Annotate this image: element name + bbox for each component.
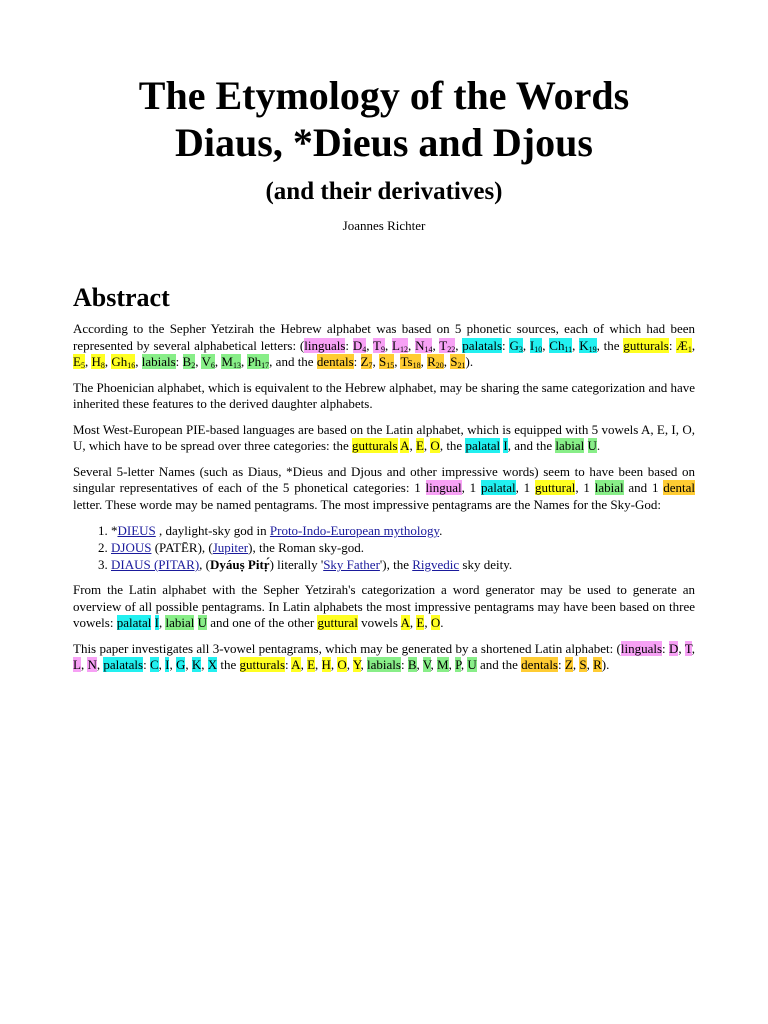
text: (PATĒR), (: [151, 540, 213, 555]
letter: S: [378, 354, 387, 369]
text: letter. These worde may be named pentagrams. The most impressive pentagrams are the Names for the Sky-God:: [73, 496, 661, 512]
text: and 1: [623, 480, 664, 495]
letter-number: 12: [400, 344, 408, 354]
hl-letter: [509, 338, 522, 353]
hl-letter: O: [430, 438, 440, 453]
text: :: [345, 337, 353, 353]
hl-letter: A: [400, 438, 410, 453]
hl-labial: labial: [165, 615, 195, 630]
hl-letter: I: [154, 615, 159, 630]
letter: Ts: [400, 354, 413, 369]
letter: R: [427, 354, 436, 369]
hl-letter: [379, 354, 394, 369]
hl-letter: N: [87, 657, 97, 672]
hl-letter: O: [430, 615, 441, 630]
hl-letter: O: [337, 657, 347, 672]
letter-number: 21: [457, 361, 466, 370]
paragraph-investigation: This paper investigates all 3-vowel pentagrams, which may be generated by a shortened Latin alphabet: (linguals: D, T, L, N, palatals: C, I, G, K, X the gutturals: A, E, H, O, Y, labials: B, V, M, P, U and the dentals: Z, S, R).: [73, 640, 695, 672]
text: ,: [158, 615, 166, 630]
hl-letter: X: [207, 657, 218, 672]
text: , and the: [507, 438, 556, 453]
text: ).: [601, 657, 610, 672]
hl-letter: [676, 338, 692, 353]
text: sky deity.: [459, 557, 513, 572]
letter-number: 22: [447, 344, 456, 354]
letter: N: [415, 337, 425, 353]
letter: T: [373, 337, 381, 353]
text: :: [502, 337, 510, 353]
letter-number: 20: [435, 361, 444, 370]
letter-number: 11: [564, 344, 573, 354]
letter: E: [73, 354, 81, 369]
hl-letter: H: [321, 657, 331, 672]
paragraph-sepher-yetzirah: According to the Sepher Yetzirah the Hebrew alphabet was based on 5 phonetic sources, each of which had been represented by several alphabetical letters: (linguals: $D_4$, $T_9$, $L_{12}$, $N_{14}$, $T_{22}$, palatals: $G_3$, $I_{10}$, $Ch_{11}$, $K_{19}$, the gutturals: $Æ_1$, $E_5$, $H_8$, $Gh_{16}$, labials: $B_2$, $V_6$, $M_{13}$, $Ph_{17}$, and the dentals: $Z_7$, $S_{15}$, $Ts_{18}$, $R_{20}$, $S_{21}$).: [73, 321, 696, 370]
hl-labial: labial: [594, 480, 624, 495]
text: Several 5-letter Names (such as Diaus, *Dieus and Djous and other impressive words) seem to have been based on singular representatives of each of the 5 phonetical categories: 1: [73, 463, 695, 495]
link-jupiter[interactable]: Jupiter: [212, 540, 249, 555]
hl-letter: [427, 354, 444, 369]
paragraph-pentagrams: [73, 464, 695, 514]
hl-palatals: palatals: [462, 337, 503, 353]
text: :: [285, 657, 292, 672]
text: and the: [476, 657, 522, 672]
letter-number: 3: [518, 344, 523, 354]
hl-letter: [91, 354, 104, 369]
letter-number: 19: [588, 344, 597, 354]
letter: M: [221, 354, 233, 369]
letter: L: [392, 337, 400, 353]
hl-labial: labial: [555, 438, 585, 453]
abstract-body: [73, 321, 695, 683]
title-line-1: The Etymology of the Words: [138, 73, 630, 118]
letter-number: 18: [412, 361, 421, 370]
text: :: [353, 354, 361, 369]
text: From the Latin alphabet with the Sepher Yetzirah's categorization a word generator may be used to generate an overview of all possible pentagrams. In Latin alphabets the most impressive pentagrams may have been based on three vowels:: [73, 582, 695, 630]
document-subtitle: (and their derivatives): [265, 178, 503, 205]
text: :: [175, 354, 183, 369]
text: Most West-European PIE-based languages are based on the Latin alphabet, which is equipped with 5 vowels A, E, I, O, U, which have to be spread over three categories: the: [73, 421, 695, 453]
text: , the: [596, 337, 624, 353]
letter-number: 5: [80, 361, 85, 370]
hl-letter: [373, 338, 385, 353]
hl-palatals: palatals: [103, 657, 144, 672]
hl-letter: [530, 338, 542, 353]
hl-letter: E: [307, 657, 316, 672]
letter: G: [509, 337, 519, 353]
document-title: [73, 72, 695, 166]
letter-number: 8: [100, 361, 105, 370]
author-name: Joannes Richter: [342, 218, 426, 233]
hl-letter: U: [197, 615, 207, 630]
hl-letter: A: [400, 615, 410, 630]
hl-letter: C: [149, 657, 159, 672]
hl-letter: [400, 354, 420, 369]
title-line-2: Diaus, *Dieus and Djous: [175, 120, 593, 165]
letter-number: 1: [687, 344, 692, 354]
hl-letter: [549, 338, 572, 353]
letter-number: 13: [232, 361, 241, 370]
text: the: [217, 657, 240, 672]
text: , (: [199, 557, 210, 572]
text: , 1: [575, 480, 595, 495]
letter: Z: [360, 354, 369, 369]
hl-guttural: guttural: [317, 615, 358, 630]
letter-number: 14: [424, 344, 433, 354]
hl-letter: R: [593, 657, 602, 672]
text: , 1: [515, 480, 535, 495]
hl-letter: [183, 354, 196, 369]
paragraph-phoenician: The Phoenician alphabet, which is equivalent to the Hebrew alphabet, may be sharing the same categorization and have inherited these features to the derived daughter alphabets.: [73, 379, 695, 411]
text: This paper investigates all 3-vowel pentagrams, which may be generated by a shortened Latin alphabet: (: [73, 640, 621, 656]
text: ) literally ': [269, 557, 324, 572]
link-sky-father[interactable]: Sky Father: [323, 557, 380, 572]
list-item: [111, 556, 695, 573]
hl-letter: I: [503, 438, 508, 453]
hl-dental: dental: [663, 480, 695, 495]
text: :: [558, 657, 565, 672]
text: :: [662, 640, 669, 656]
text: :: [143, 657, 150, 672]
hl-letter: [415, 338, 432, 353]
hl-guttural: guttural: [534, 480, 576, 495]
hl-lingual: lingual: [425, 480, 462, 495]
letter-number: 15: [386, 361, 395, 370]
hl-letter: D: [669, 640, 679, 656]
text: and one of the other: [206, 615, 318, 630]
letter-number: 17: [261, 361, 270, 370]
hl-letter: [73, 354, 85, 369]
letter: D: [352, 337, 363, 353]
text: '), the: [379, 557, 413, 572]
list-item: [111, 539, 695, 556]
letter: S: [450, 354, 458, 369]
text: According to the Sepher Yetzirah the Hebrew alphabet was based on 5 phonetic sources, each of which had been represented by several alphabetical letters: (: [73, 321, 695, 353]
hl-letter: [361, 354, 373, 369]
letter: T: [439, 337, 448, 353]
link-rigvedic[interactable]: Rigvedic: [412, 557, 460, 572]
hl-letter: Z: [564, 657, 573, 672]
hl-letter: T: [684, 640, 692, 656]
hl-letter: [353, 338, 366, 353]
sky-god-list: [73, 522, 695, 573]
list-item: [111, 522, 695, 539]
hl-letter: U: [587, 438, 597, 453]
hl-letter: [247, 354, 269, 369]
text: , the: [439, 438, 466, 453]
paragraph-latin-vowels: Most West-European PIE-based languages are based on the Latin alphabet, which is equipped with 5 vowels A, E, I, O, U, which have to be spread over three categories: the gutturals A, E, O, the palatal I, and the labial U.: [73, 421, 695, 453]
hl-letter: V: [422, 657, 431, 672]
letter-number: 2: [191, 361, 196, 370]
text: vowels: [357, 615, 401, 630]
letter-number: 4: [362, 344, 367, 354]
hl-gutturals: gutturals: [623, 337, 669, 353]
hl-letter: [579, 338, 596, 353]
text: :: [668, 337, 677, 353]
hl-dentals: dentals: [316, 354, 354, 369]
link-pie-mythology[interactable]: Proto-Indo-European mythology: [269, 523, 440, 538]
letter: Gh: [111, 354, 128, 369]
hl-letter: I: [165, 657, 170, 672]
letter-number: 9: [380, 344, 385, 354]
text: ), the Roman sky-god.: [248, 540, 365, 555]
hl-letter: B: [407, 657, 417, 672]
hl-letter: L: [73, 657, 81, 672]
hl-labials: labials: [367, 657, 401, 672]
hl-letter: M: [437, 657, 449, 672]
letter-number: 7: [368, 361, 373, 370]
hl-letter: [392, 338, 408, 353]
hl-letter: U: [467, 657, 477, 672]
hl-palatal: palatal: [116, 615, 152, 630]
link-djous[interactable]: DJOUS: [111, 540, 152, 555]
hl-linguals: linguals: [620, 640, 663, 656]
hl-letter: K: [191, 657, 202, 672]
letter: I: [529, 337, 535, 353]
hl-letter: A: [291, 657, 301, 672]
letter-number: 6: [210, 361, 215, 370]
text: *: [111, 523, 118, 538]
letter: Ph: [247, 354, 262, 369]
text: .: [440, 615, 444, 630]
hl-letter: [111, 354, 135, 369]
hl-letter: [439, 338, 455, 353]
text: :: [400, 657, 408, 672]
hl-gutturals: gutturals: [239, 657, 286, 672]
hl-labials: labials: [141, 354, 176, 369]
paragraph-word-generator: From the Latin alphabet with the Sepher Yetzirah's categorization a word generator may be used to generate an overview of all possible pentagrams. In Latin alphabets the most impressive pentagrams may have been based on three vowels: palatal I, labial U and one of the other guttural vowels A, E, O.: [73, 582, 695, 630]
hl-letter: [201, 354, 214, 369]
letter: Æ: [676, 337, 688, 353]
hl-gutturals: gutturals: [352, 438, 398, 453]
text: , 1: [461, 480, 481, 495]
hl-palatal: palatal: [465, 438, 501, 453]
hl-letter: E: [416, 615, 425, 630]
link-diaus-pitar[interactable]: DIAUS (PITAR): [111, 557, 200, 572]
text: , and the: [269, 354, 317, 369]
letter-number: 16: [127, 361, 136, 370]
letter: Ch: [549, 337, 565, 353]
hl-letter: P: [455, 657, 461, 672]
link-dieus[interactable]: DIEUS: [117, 523, 156, 538]
letter: V: [201, 354, 211, 369]
letter: K: [579, 337, 589, 353]
hl-linguals: linguals: [304, 337, 346, 353]
letter: H: [91, 354, 101, 369]
hl-dentals: dentals: [521, 657, 558, 672]
bold-term: Dyáuṣ Pitṛ́: [210, 557, 270, 572]
hl-letter: [221, 354, 241, 369]
text: , daylight-sky god in: [155, 523, 270, 538]
letter-number: 10: [534, 344, 543, 354]
hl-letter: E: [415, 438, 424, 453]
abstract-heading: Abstract: [73, 283, 170, 312]
hl-letter: G: [175, 657, 186, 672]
hl-letter: [450, 354, 465, 369]
letter: B: [182, 354, 192, 369]
text: ).: [465, 354, 474, 369]
hl-palatal: palatal: [480, 480, 516, 495]
hl-letter: Y: [352, 657, 361, 672]
hl-letter: S: [579, 657, 587, 672]
text: .: [439, 523, 443, 538]
text: .: [596, 438, 601, 453]
